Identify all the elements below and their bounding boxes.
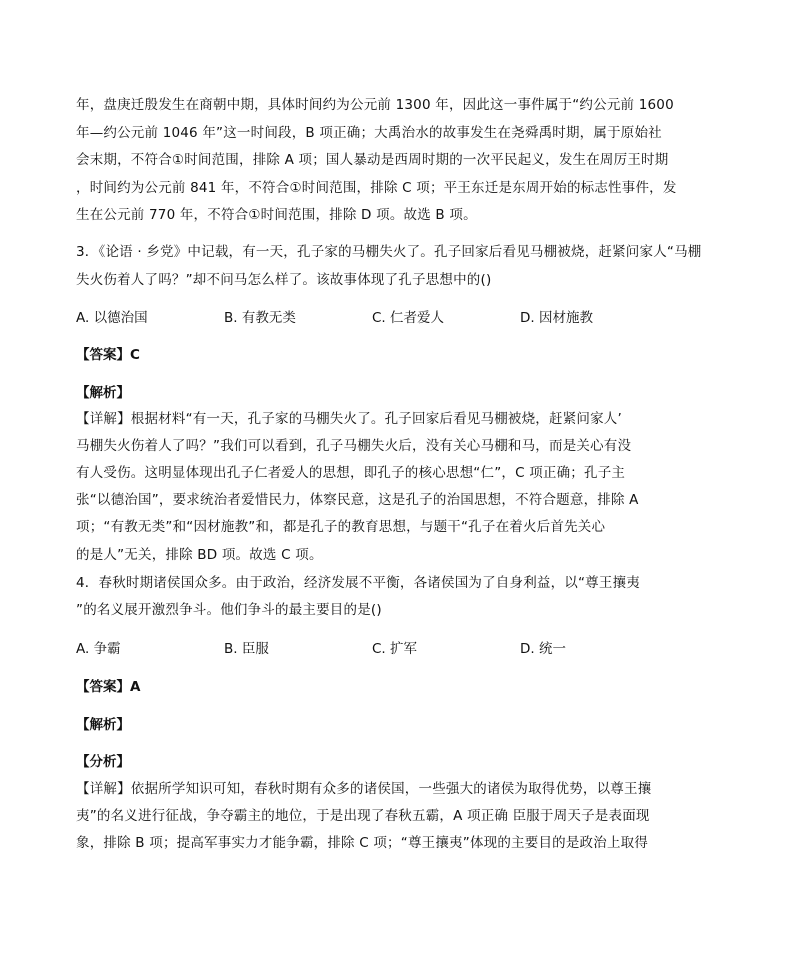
q4-option-c: C. 扩军	[372, 641, 418, 657]
q4-option-a: A. 争霸	[76, 641, 121, 657]
q4-analysis-heading: 【解析】	[76, 717, 130, 733]
q4-option-d: D. 统一	[520, 641, 566, 657]
q3-option-c: C. 仁者爱人	[372, 310, 445, 326]
q3-option-b: B. 有教无类	[224, 310, 296, 326]
q4-option-b: B. 臣服	[224, 641, 269, 657]
q2-explanation-line: 年，盘庚迁殷发生在商朝中期，具体时间约为公元前 1300 年，因此这一事件属于“约公元前 1600	[76, 97, 674, 113]
q3-detail-line: 项；“有教无类”和“因材施教”和，都是孔子的教育思想，与题干“孔子在着火后首先关心	[76, 519, 606, 535]
q4-detail-line: 【详解】依据所学知识可知，春秋时期有众多的诸侯国，一些强大的诸侯为取得优势，以尊王攘	[76, 781, 652, 797]
q4-fenxi-heading: 【分析】	[76, 754, 130, 770]
q4-detail-line: 夷”的名义进行征战，争夺霸主的地位，于是出现了春秋五霸，A 项正确 臣服于周天子是表面现	[76, 808, 650, 824]
q3-option-d: D. 因材施教	[520, 310, 593, 326]
q4-answer: 【答案】A	[76, 679, 141, 695]
q3-stem-line: 失火伤着人了吗？”却不问马怎么样了。该故事体现了孔子思想中的()	[76, 272, 492, 288]
q2-explanation-line: 会末期，不符合①时间范围，排除 A 项；国人暴动是西周时期的一次平民起义，发生在周厉王时期	[76, 152, 669, 168]
q2-explanation-line: 年—约公元前 1046 年”这一时间段，B 项正确；大禹治水的故事发生在尧舜禹时期，属于原始社	[76, 125, 662, 141]
q3-option-a: A. 以德治国	[76, 310, 148, 326]
q3-detail-line: 有人受伤。这明显体现出孔子仁者爱人的思想，即孔子的核心思想“仁”，C 项正确；孔子主	[76, 465, 626, 481]
q3-detail-line: 的是人”无关，排除 BD 项。故选 C 项。	[76, 547, 323, 563]
q4-detail-line: 象，排除 B 项；提高军事实力才能争霸，排除 C 项；“尊王攘夷”体现的主要目的是政治上取得	[76, 835, 649, 851]
q2-explanation-line: 生在公元前 770 年，不符合①时间范围，排除 D 项。故选 B 项。	[76, 207, 477, 223]
q3-detail-line: 张“以德治国”，要求统治者爱惜民力，体察民意，这是孔子的治国思想，不符合题意，排除 A	[76, 492, 639, 508]
q3-answer: 【答案】C	[76, 347, 140, 363]
q3-detail-line: 马棚失火伤着人了吗？”我们可以看到，孔子马棚失火后，没有关心马棚和马，而是关心有没	[76, 438, 632, 454]
q3-analysis-heading: 【解析】	[76, 385, 130, 401]
q2-explanation-line: ，时间约为公元前 841 年，不符合①时间范围，排除 C 项；平王东迁是东周开始的标志性事件，发	[76, 180, 677, 196]
q3-stem-line: 3．《论语 · 乡党》中记载，有一天，孔子家的马棚失火了。孔子回家后看见马棚被烧，赶紧问家人“马棚	[76, 244, 702, 260]
q3-detail-line: 【详解】根据材料“有一天，孔子家的马棚失火了。孔子回家后看见马棚被烧，赶紧问家人’	[76, 411, 622, 427]
q4-stem-line: ”的名义展开激烈争斗。他们争斗的最主要目的是()	[76, 602, 382, 618]
q4-stem-line: 4．春秋时期诸侯国众多。由于政治，经济发展不平衡，各诸侯国为了自身利益，以“尊王攘夷	[76, 575, 640, 591]
